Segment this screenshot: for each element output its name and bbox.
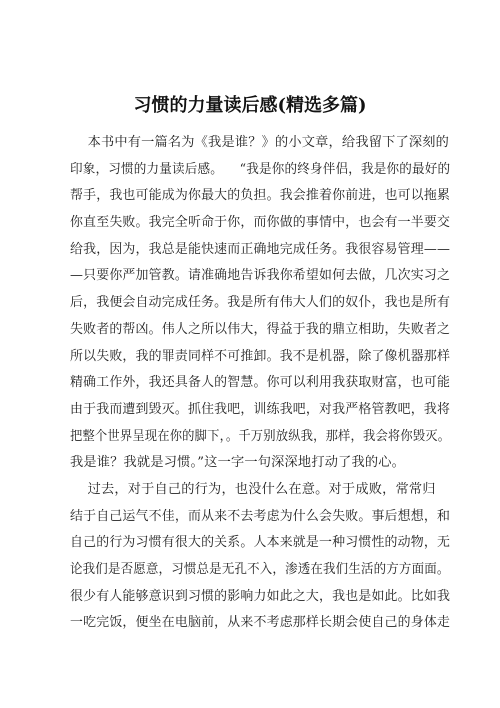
body-line: 印象，习惯的力量读后感。 “我是你的终身伴侣，我是你的最好的 — [70, 161, 451, 177]
body-line: 由于我而遭到毁灭。抓住我吧，训练我吧，对我严格管教吧，我将 — [70, 401, 451, 417]
body-line: 帮手，我也可能成为你最大的负担。我会推着你前进，也可以拖累 — [70, 188, 451, 204]
body-line: 结于自己运气不佳，而从来不去考虑为什么会失败。事后想想，和 — [70, 508, 451, 524]
body-line: 给我，因为，我总是能快速而正确地完成任务。我很容易管理—— — [70, 241, 451, 257]
body-line: 一吃完饭，便坐在电脑前，从来不考虑那样长期会使自己的身体走 — [70, 615, 451, 631]
body-line: 过去，对于自己的行为，也没什么在意。对于成败，常常归 — [70, 481, 436, 497]
body-line: 自己的行为习惯有很大的关系。人本来就是一种习惯性的动物，无 — [70, 535, 451, 551]
body-line: 很少有人能够意识到习惯的影响力如此之大，我也是如此。比如我 — [70, 588, 451, 604]
body-line: 后，我便会自动完成任务。我是所有伟大人们的奴仆，我也是所有 — [70, 295, 451, 311]
body-line: 精确工作外，我还具备人的智慧。你可以利用我获取财富，也可能 — [70, 375, 451, 391]
document-body — [70, 130, 450, 637]
body-line: 失败者的帮凶。伟人之所以伟大，得益于我的鼎立相助，失败者之 — [70, 321, 451, 337]
body-line: 所以失败，我的罪责同样不可推卸。我不是机器，除了像机器那样 — [70, 348, 451, 364]
document-title: 习惯的力量读后感(精选多篇) — [133, 95, 367, 116]
body-line: 本书中有一篇名为《我是谁？》的小文章，给我留下了深刻的 — [70, 135, 450, 150]
body-line: 你直至失败。我完全听命于你，而你做的事情中，也会有一半要交 — [70, 215, 451, 231]
body-line: —只要你严加管教。请准确地告诉我你希望如何去做，几次实习之 — [70, 268, 451, 284]
body-line: 论我们是否愿意，习惯总是无孔不入，渗透在我们生活的方方面面。 — [70, 562, 450, 577]
body-line: 我是谁？我就是习惯。”这一字一句深深地打动了我的心。 — [70, 455, 406, 471]
body-line: 把整个世界呈现在你的脚下，。千万别放纵我，那样，我会将你毁灭。 — [70, 428, 451, 444]
